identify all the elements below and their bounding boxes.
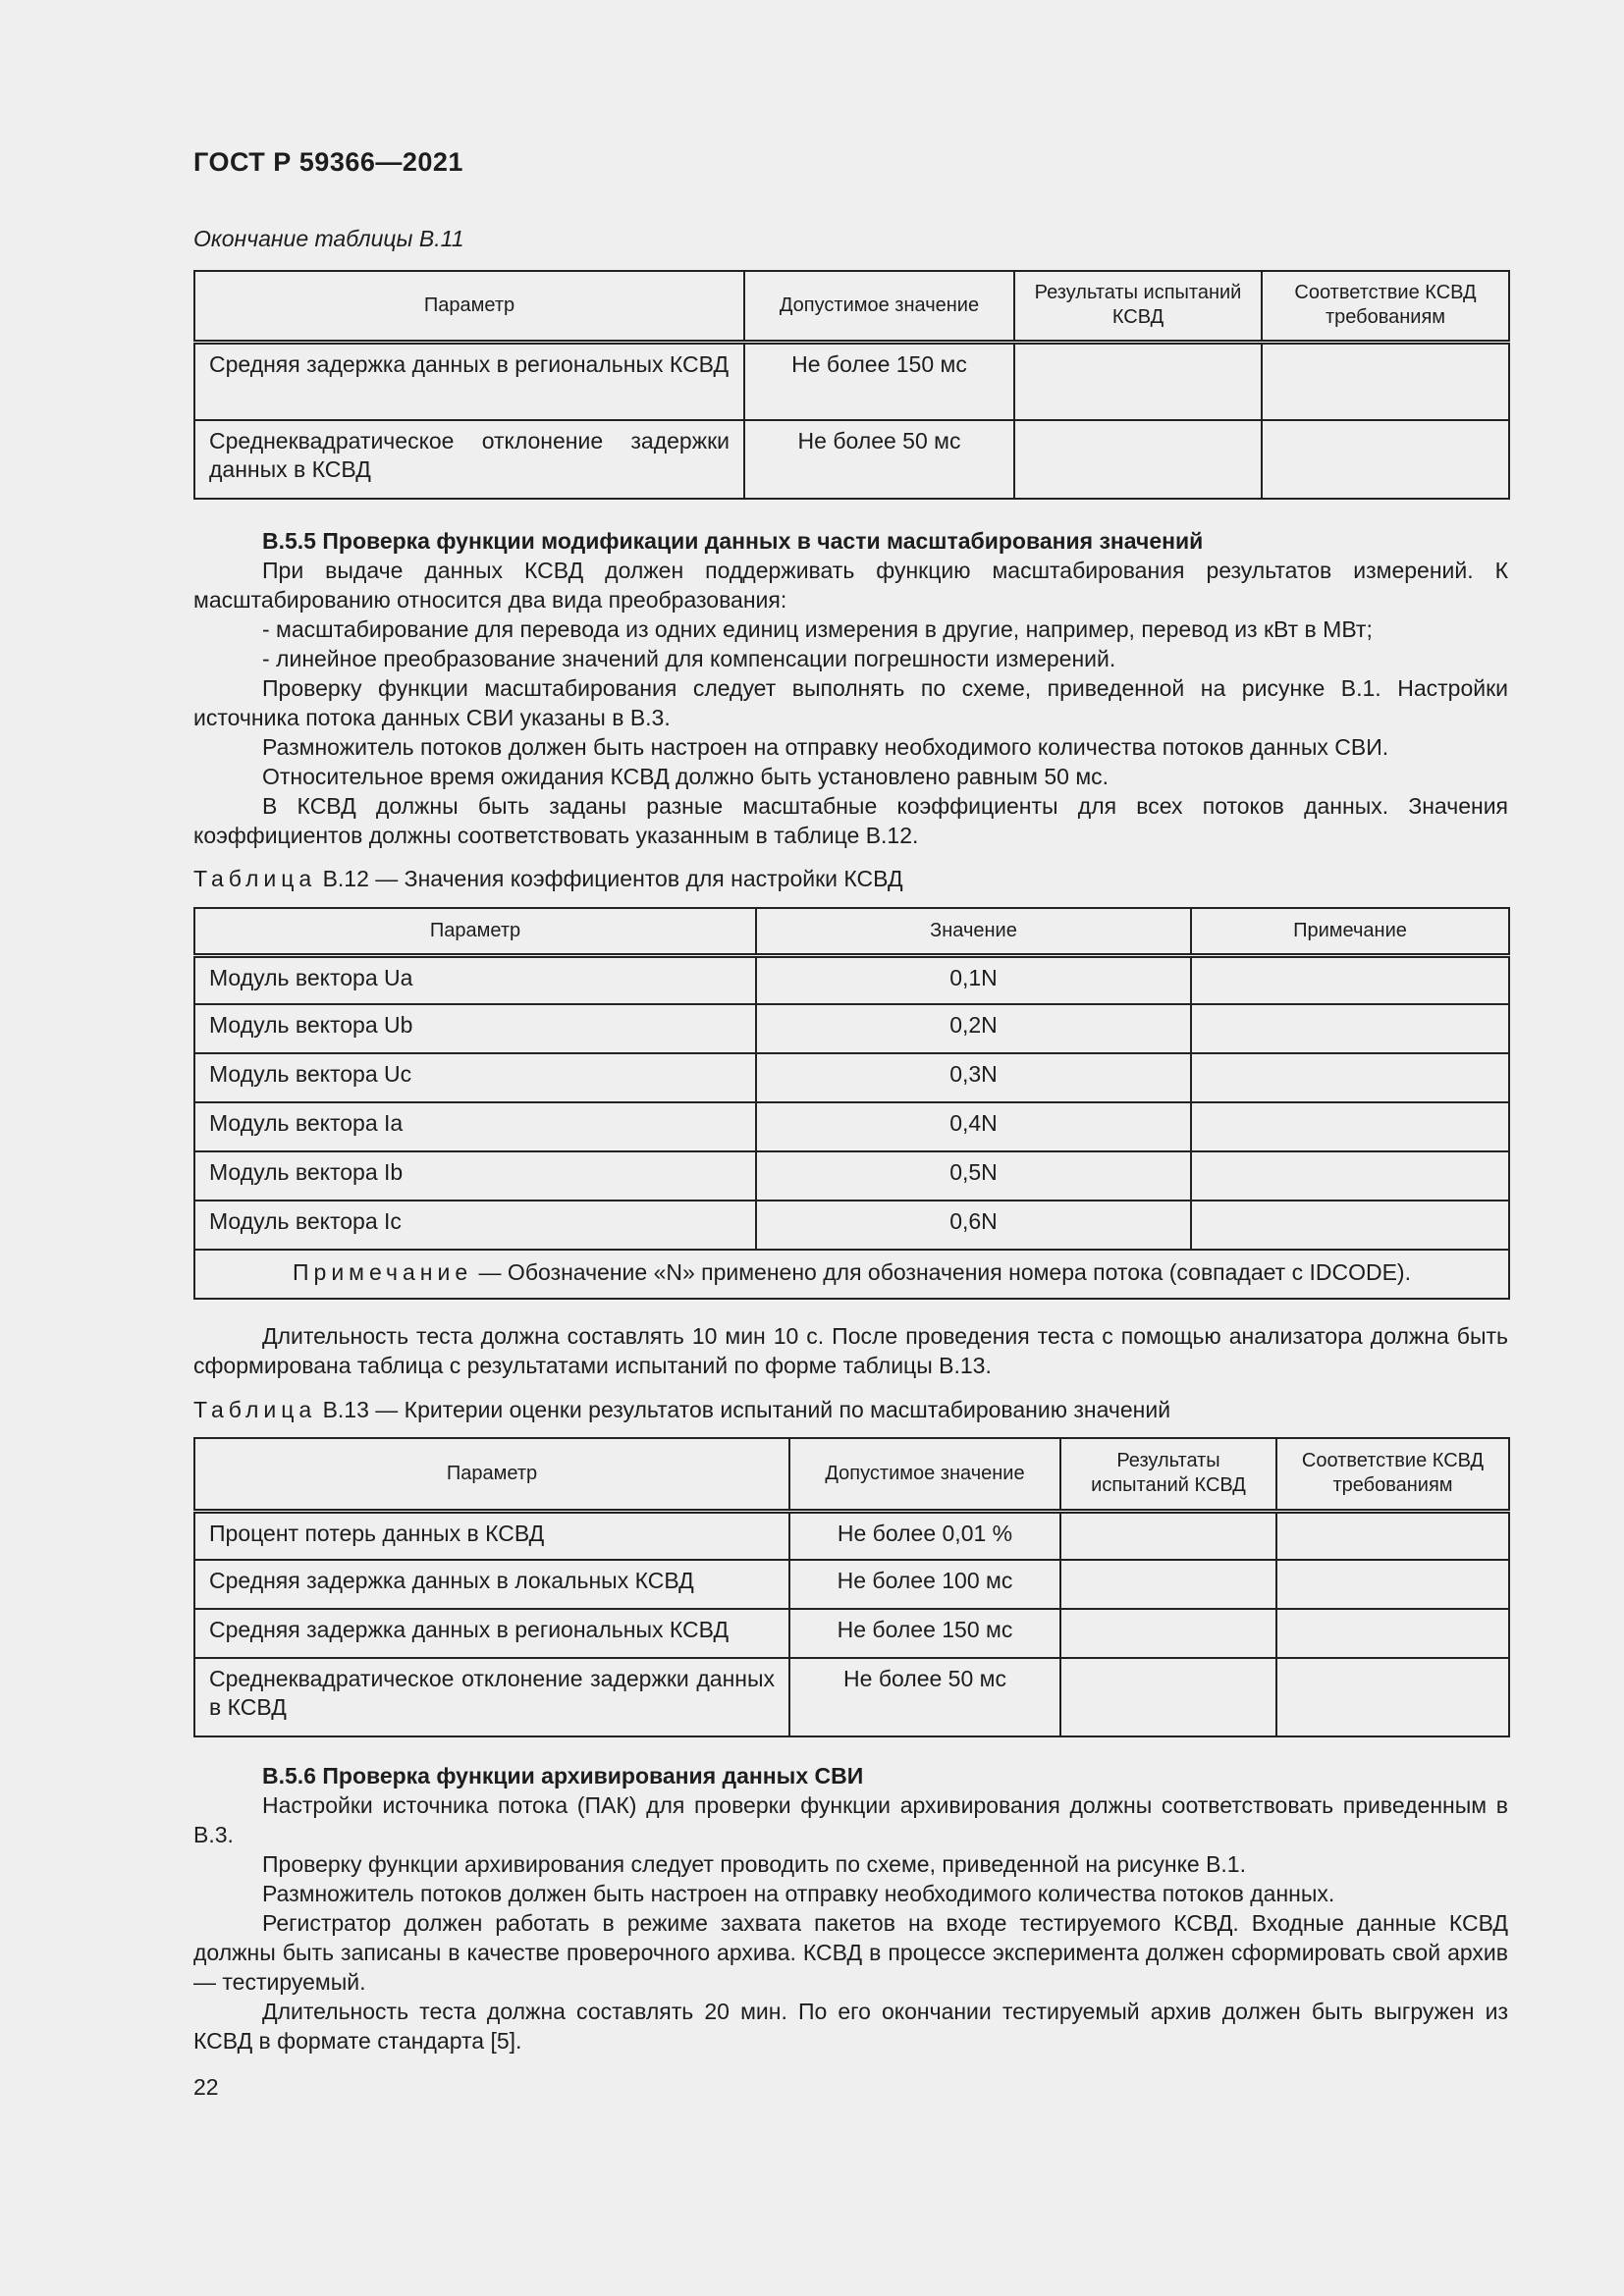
- table-cell: [1191, 955, 1509, 1004]
- paragraph: Длительность теста должна составлять 10 мин 10 с. После проведения теста с помощью анализатора должна быть сформирована таблица с результатами испытаний по форме таблицы В.13.: [193, 1323, 1508, 1378]
- paragraph: Проверку функции масштабирования следует выполнять по схеме, приведенной на рисунке В.1. Настройки источника потока данных СВИ указаны в В.3.: [193, 675, 1508, 730]
- table-caption-text: В.12 — Значения коэффициентов для настройки КСВД: [316, 866, 903, 891]
- table-cell: Не более 150 мс: [744, 342, 1014, 420]
- table-row: [194, 1609, 1509, 1658]
- table-header-cell: Допустимое значение: [789, 1438, 1060, 1511]
- table-note-row: [194, 1250, 1509, 1299]
- table-11-continuation-caption: Окончание таблицы В.11: [193, 226, 464, 251]
- paragraph: - масштабирование для перевода из одних единиц измерения в другие, например, перевод из кВт в МВт;: [262, 616, 1373, 642]
- section-heading: В.5.6 Проверка функции архивирования данных СВИ: [262, 1763, 864, 1789]
- table-cell: [1276, 1511, 1509, 1560]
- table-cell: 0,2N: [756, 1004, 1191, 1053]
- table-cell: Среднеквадратическое отклонение задержки данных в КСВД: [194, 1658, 789, 1736]
- table-cell: [1191, 1102, 1509, 1151]
- table-cell: [1014, 342, 1262, 420]
- table-cell: 0,4N: [756, 1102, 1191, 1151]
- paragraph: Настройки источника потока (ПАК) для проверки функции архивирования должны соответствовать приведенным в В.3.: [193, 1792, 1508, 1847]
- paragraph: - линейное преобразование значений для компенсации погрешности измерений.: [262, 646, 1116, 671]
- table-cell: [1060, 1560, 1276, 1609]
- table-header-cell: Допустимое значение: [744, 271, 1014, 342]
- table-cell: 0,5N: [756, 1151, 1191, 1201]
- table-cell: [1262, 342, 1509, 420]
- table-cell: Не более 100 мс: [789, 1560, 1060, 1609]
- table-header-cell: Соответствие КСВД требованиям: [1276, 1438, 1509, 1511]
- table-row: [194, 1201, 1509, 1250]
- table-row: [194, 1102, 1509, 1151]
- table-caption-prefix: Таблица: [193, 866, 317, 891]
- table-cell: [1191, 1004, 1509, 1053]
- table-cell: [1276, 1560, 1509, 1609]
- paragraph: Проверку функции архивирования следует проводить по схеме, приведенной на рисунке В.1.: [262, 1851, 1246, 1877]
- table-cell: Средняя задержка данных в региональных КСВД: [194, 342, 744, 420]
- section-b55: [193, 526, 1508, 850]
- table-row: [194, 1511, 1509, 1560]
- table-row: [194, 1658, 1509, 1736]
- table-cell: Модуль вектора Ua: [194, 955, 756, 1004]
- table-cell: [1262, 420, 1509, 499]
- table-cell: [1276, 1658, 1509, 1736]
- table-row: [194, 342, 1509, 420]
- table-header-cell: Параметр: [194, 908, 756, 955]
- table-cell: Не более 50 мс: [789, 1658, 1060, 1736]
- table-row: [194, 1053, 1509, 1102]
- table-cell: [1191, 1151, 1509, 1201]
- table-cell: Модуль вектора Ia: [194, 1102, 756, 1151]
- table-cell: 0,1N: [756, 955, 1191, 1004]
- table-note: [194, 1250, 1509, 1299]
- table-12: [193, 907, 1510, 1300]
- paragraph: При выдаче данных КСВД должен поддерживать функцию масштабирования результатов измерений. К масштабированию относится два вида преобразования:: [193, 558, 1508, 613]
- table-header-cell: Примечание: [1191, 908, 1509, 955]
- table-cell: Средняя задержка данных в региональных КСВД: [194, 1609, 789, 1658]
- table-cell: Не более 0,01 %: [789, 1511, 1060, 1560]
- table-row: [194, 420, 1509, 499]
- table-cell: [1060, 1658, 1276, 1736]
- table-cell: Процент потерь данных в КСВД: [194, 1511, 789, 1560]
- table-11: [193, 270, 1510, 500]
- table-13-caption: [193, 1397, 1170, 1423]
- table-row: [194, 1151, 1509, 1201]
- table-cell: [1014, 420, 1262, 499]
- table-header-cell: Параметр: [194, 271, 744, 342]
- section-heading: В.5.5 Проверка функции модификации данных в части масштабирования значений: [262, 528, 1204, 554]
- table-row: [194, 955, 1509, 1004]
- table-cell: Модуль вектора Ub: [194, 1004, 756, 1053]
- table-cell: Модуль вектора Ib: [194, 1151, 756, 1201]
- table-header-cell: Параметр: [194, 1438, 789, 1511]
- table-cell: [1060, 1609, 1276, 1658]
- paragraph: Размножитель потоков должен быть настроен на отправку необходимого количества потоков данных.: [262, 1881, 1335, 1906]
- table-cell: Не более 150 мс: [789, 1609, 1060, 1658]
- table-note-prefix: Примечание: [293, 1259, 473, 1285]
- paragraph: Размножитель потоков должен быть настроен на отправку необходимого количества потоков данных СВИ.: [262, 734, 1389, 760]
- table-cell: [1191, 1201, 1509, 1250]
- table-cell: Средняя задержка данных в локальных КСВД: [194, 1560, 789, 1609]
- table-cell: Среднеквадратическое отклонение задержки данных в КСВД: [194, 420, 744, 499]
- test-duration-paragraph: [193, 1321, 1508, 1380]
- table-cell: 0,6N: [756, 1201, 1191, 1250]
- table-header-cell: Соответствие КСВД требованиям: [1262, 271, 1509, 342]
- table-caption-prefix: Таблица: [193, 1397, 317, 1422]
- table-cell: Модуль вектора Ic: [194, 1201, 756, 1250]
- table-caption-text: В.13 — Критерии оценки результатов испытаний по масштабированию значений: [316, 1397, 1171, 1422]
- table-13: [193, 1437, 1510, 1737]
- page-number: 22: [193, 2074, 219, 2100]
- table-cell: 0,3N: [756, 1053, 1191, 1102]
- table-cell: [1060, 1511, 1276, 1560]
- table-cell: Модуль вектора Uc: [194, 1053, 756, 1102]
- paragraph: Регистратор должен работать в режиме захвата пакетов на входе тестируемого КСВД. Входные данные КСВД должны быть записаны в качестве проверочного архива. КСВД в процессе эксперимента должен сформировать свой архив — тестируемый.: [193, 1910, 1508, 1995]
- table-note-text: — Обозначение «N» применено для обозначения номера потока (совпадает с IDCODE).: [472, 1259, 1411, 1285]
- table-row: [194, 1004, 1509, 1053]
- table-header-cell: Результаты испытаний КСВД: [1060, 1438, 1276, 1511]
- document-header: ГОСТ Р 59366—2021: [193, 147, 463, 177]
- section-b56: [193, 1761, 1508, 2056]
- table-row: [194, 1560, 1509, 1609]
- paragraph: Длительность теста должна составлять 20 мин. По его окончании тестируемый архив должен быть выгружен из КСВД в формате стандарта [5].: [193, 1999, 1508, 2054]
- paragraph: Относительное время ожидания КСВД должно быть установлено равным 50 мс.: [262, 764, 1110, 789]
- table-header-cell: Значение: [756, 908, 1191, 955]
- table-cell: Не более 50 мс: [744, 420, 1014, 499]
- table-cell: [1191, 1053, 1509, 1102]
- table-cell: [1276, 1609, 1509, 1658]
- table-12-caption: [193, 866, 903, 892]
- table-header-cell: Результаты испытаний КСВД: [1014, 271, 1262, 342]
- paragraph: В КСВД должны быть заданы разные масштабные коэффициенты для всех потоков данных. Значения коэффициентов должны соответствовать указанным в таблице В.12.: [193, 793, 1508, 848]
